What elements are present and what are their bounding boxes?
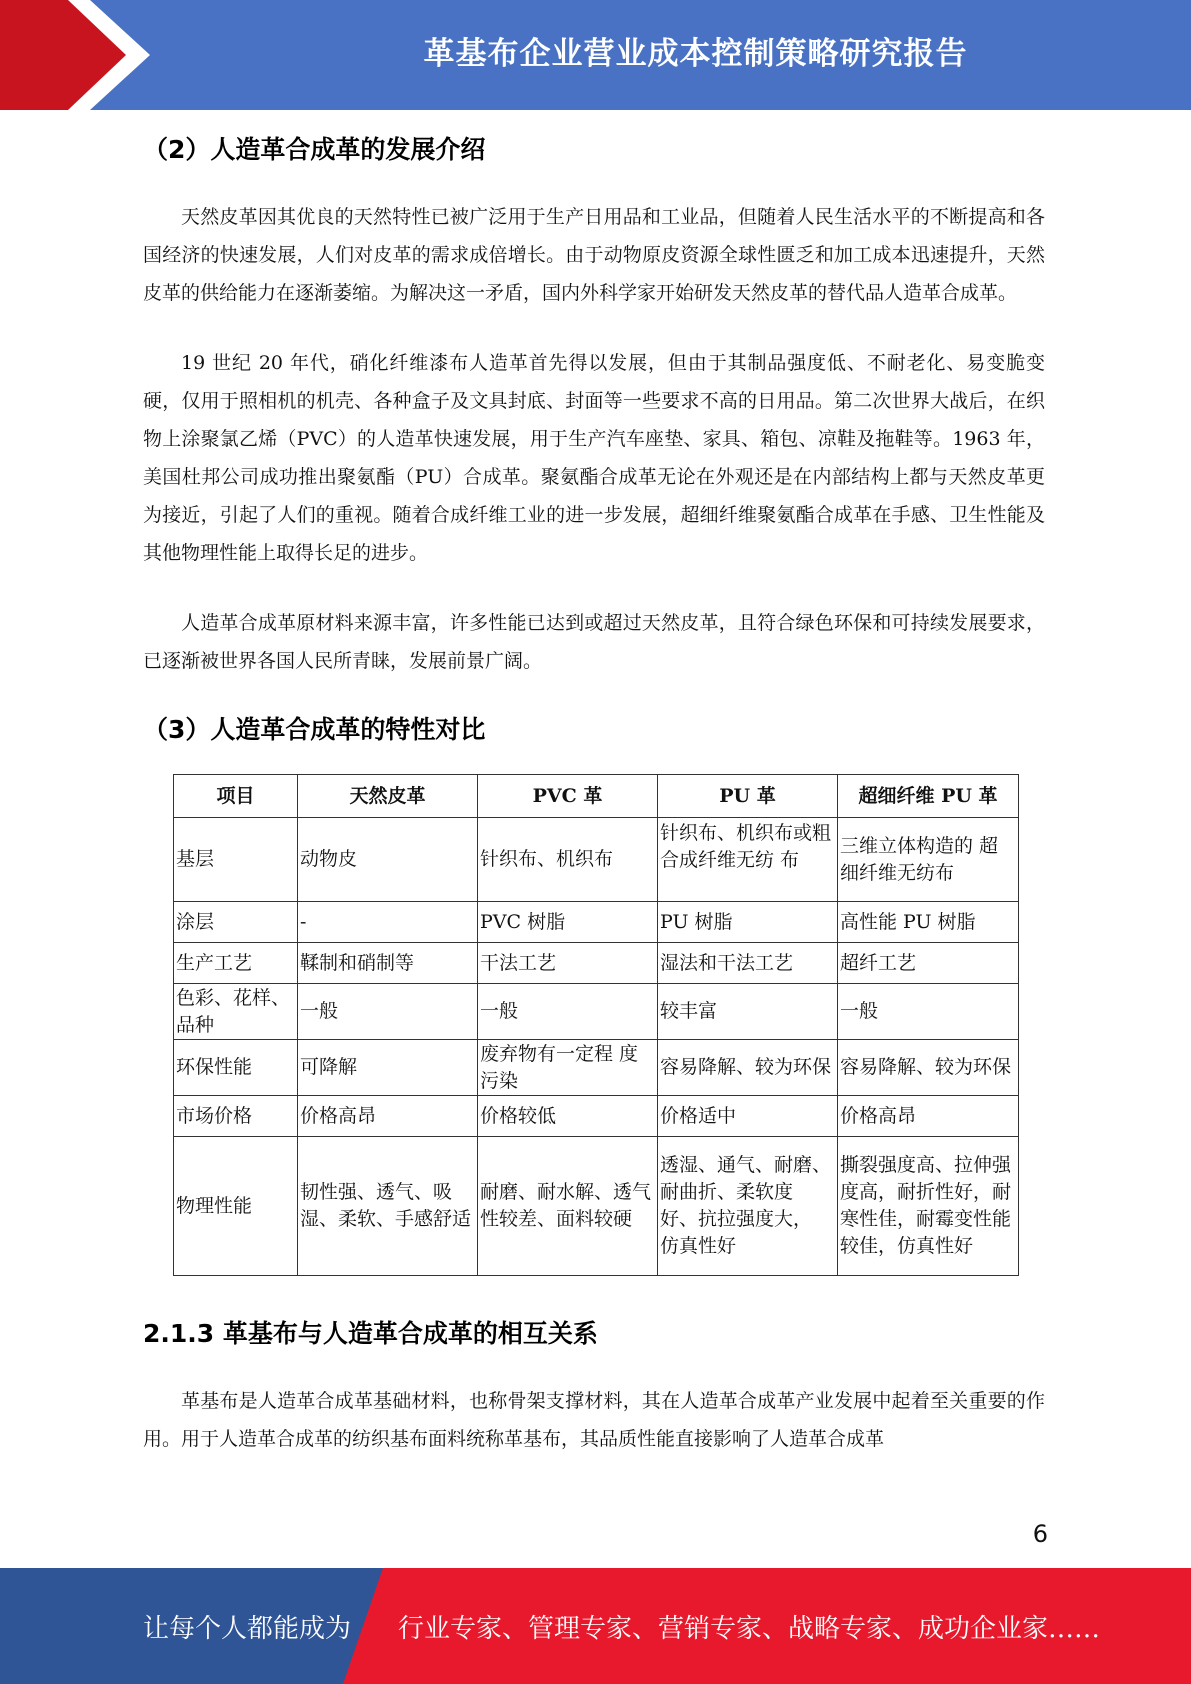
table-row <box>174 1096 1019 1137</box>
page-content <box>143 110 1045 1458</box>
table-cell: 针织布、机织布或粗合成纤维无纺 布 <box>658 818 838 902</box>
table-cell: 可降解 <box>298 1040 478 1096</box>
table-cell: 高性能 PU 树脂 <box>838 902 1019 943</box>
table-cell: 生产工艺 <box>174 943 298 984</box>
table-cell: 超纤工艺 <box>838 943 1019 984</box>
page-header <box>0 0 1191 110</box>
table-cell: 鞣制和硝制等 <box>298 943 478 984</box>
section-title-development: （2）人造革合成革的发展介绍 <box>143 135 486 164</box>
table-cell: 透湿、通气、耐磨、 耐曲折、柔软度 好、抗拉强度大， 仿真性好 <box>658 1137 838 1276</box>
table-row <box>174 943 1019 984</box>
table-cell: 价格适中 <box>658 1096 838 1137</box>
table-header-cell: PVC 革 <box>478 775 658 818</box>
table-cell: 较丰富 <box>658 984 838 1040</box>
paragraph: 革基布是人造革合成革基础材料，也称骨架支撑材料，其在人造革合成革产业发展中起着至关重要的作用。用于人造革合成革的纺织基布面料统称革基布，其品质性能直接影响了人造革合成革 <box>143 1390 1045 1450</box>
page-number: 6 <box>1032 1520 1048 1548</box>
table-cell: 价格高昂 <box>298 1096 478 1137</box>
table-cell: PVC 树脂 <box>478 902 658 943</box>
table-header-cell: 超细纤维 PU 革 <box>838 775 1019 818</box>
table-cell: 色彩、花样、品种 <box>174 984 298 1040</box>
page-footer <box>0 1568 1191 1684</box>
table-row <box>174 818 1019 902</box>
table-header-row <box>174 775 1019 818</box>
table-cell: 撕裂强度高、拉伸强度高，耐折性好，耐寒性佳，耐霉变性能较佳，仿真性好 <box>838 1137 1019 1276</box>
table-header-cell: 项目 <box>174 775 298 818</box>
table-cell: PU 树脂 <box>658 902 838 943</box>
paragraph: 天然皮革因其优良的天然特性已被广泛用于生产日用品和工业品，但随着人民生活水平的不断提高和各国经济的快速发展，人们对皮革的需求成倍增长。由于动物原皮资源全球性匮乏和加工成本迅速提升，天然皮革的供给能力在逐渐萎缩。为解决这一矛盾，国内外科学家开始研发天然皮革的替代品人造革合成革。 <box>143 206 1045 304</box>
footer-slogan-left: 让每个人都能成为 <box>143 1614 352 1644</box>
table-cell: 湿法和干法工艺 <box>658 943 838 984</box>
table-header-cell: PU 革 <box>658 775 838 818</box>
table-cell: 韧性强、透气、吸湿、柔软、手感舒适 <box>298 1137 478 1276</box>
table-cell: 一般 <box>838 984 1019 1040</box>
table-cell: 耐磨、耐水解、透气性较差、面料较硬 <box>478 1137 658 1276</box>
table-cell: 环保性能 <box>174 1040 298 1096</box>
comparison-table <box>173 774 1019 1276</box>
table-cell: 动物皮 <box>298 818 478 902</box>
table-cell: 废弃物有一定程 度污染 <box>478 1040 658 1096</box>
table-cell: 干法工艺 <box>478 943 658 984</box>
table-row <box>174 984 1019 1040</box>
table-cell: 市场价格 <box>174 1096 298 1137</box>
table-header-cell: 天然皮革 <box>298 775 478 818</box>
section-title-relationship: 2.1.3 革基布与人造革合成革的相互关系 <box>143 1319 598 1348</box>
table-row <box>174 1137 1019 1276</box>
table-cell: 一般 <box>478 984 658 1040</box>
table-cell: 物理性能 <box>174 1137 298 1276</box>
table-row <box>174 1040 1019 1096</box>
table-row <box>174 902 1019 943</box>
paragraph: 人造革合成革原材料来源丰富，许多性能已达到或超过天然皮革，且符合绿色环保和可持续发展要求，已逐渐被世界各国人民所青睐，发展前景广阔。 <box>143 612 1045 672</box>
table-cell: 价格较低 <box>478 1096 658 1137</box>
paragraph: 19 世纪 20 年代，硝化纤维漆布人造革首先得以发展，但由于其制品强度低、不耐老化、易变脆变硬，仅用于照相机的机壳、各种盒子及文具封底、封面等一些要求不高的日用品。第二次世界大战后，在织物上涂聚氯乙烯（PVC）的人造革快速发展，用于生产汽车座垫、家具、箱包、凉鞋及拖鞋等。1963 年，美国杜邦公司成功推出聚氨酯（PU）合成革。聚氨酯合成革无论在外观还是在内部结构上都与天然皮革更为接近，引起了人们的重视。随着合成纤维工业的进一步发展，超细纤维聚氨酯合成革在手感、卫生性能及其他物理性能上取得长足的进步。 <box>143 352 1045 564</box>
table-cell: 价格高昂 <box>838 1096 1019 1137</box>
section-title-comparison: （3）人造革合成革的特性对比 <box>143 715 486 744</box>
table-cell: 容易降解、较为环保 <box>658 1040 838 1096</box>
table-cell: 基层 <box>174 818 298 902</box>
table-cell: 一般 <box>298 984 478 1040</box>
table-cell: 容易降解、较为环保 <box>838 1040 1019 1096</box>
header-title: 革基布企业营业成本控制策略研究报告 <box>423 36 968 72</box>
footer-slogan-right: 行业专家、管理专家、营销专家、战略专家、成功企业家…… <box>398 1614 1101 1644</box>
table-cell: 针织布、机织布 <box>478 818 658 902</box>
table-cell: 三维立体构造的 超细纤维无纺布 <box>838 818 1019 902</box>
table-cell: 涂层 <box>174 902 298 943</box>
table-cell: - <box>298 902 478 943</box>
